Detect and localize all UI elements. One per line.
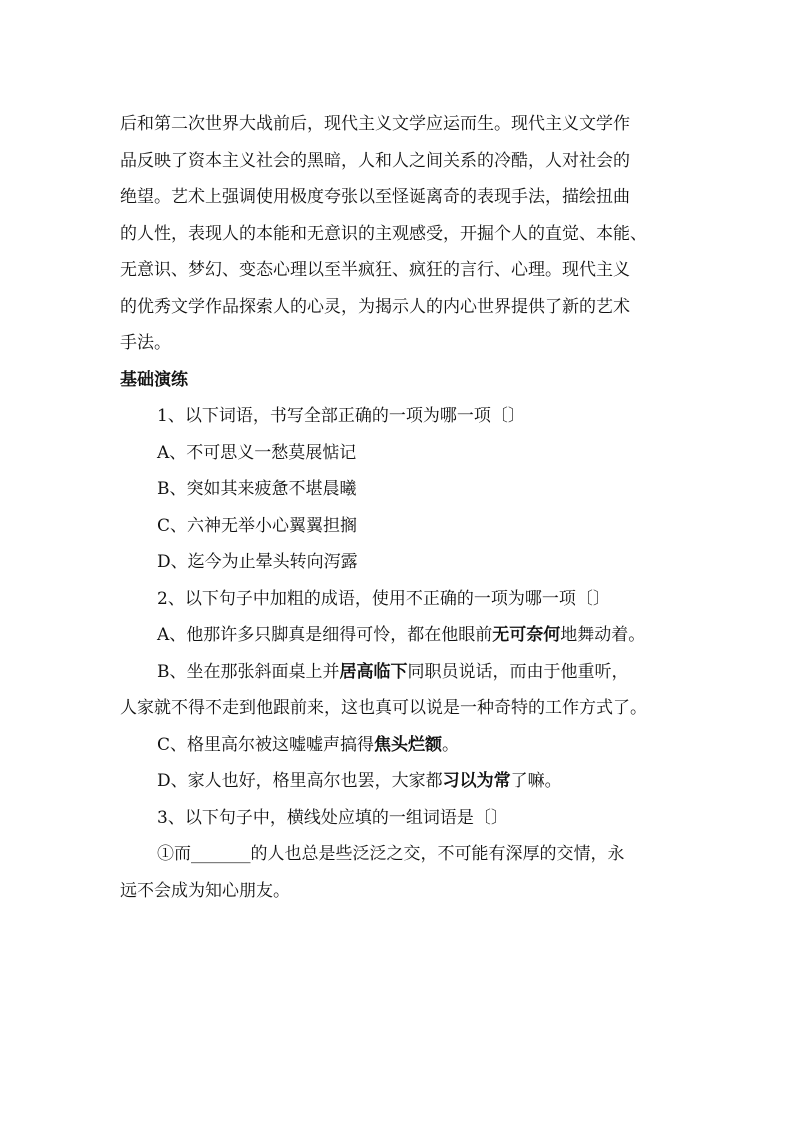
- intro-line-4: 的人性，表现人的本能和无意识的主观感受，开掘个人的直觉、本能、: [120, 224, 647, 244]
- q3-item1-line2: 远不会成为知心朋友。: [120, 881, 290, 901]
- q1-option-c: C、六神无举小心翼翼担搁: [157, 516, 358, 536]
- q3-item1-line1: ①而_______的人也总是些泛泛之交，不可能有深厚的交情，永: [157, 844, 625, 864]
- q2-option-d-tail: 了嘛。: [510, 771, 562, 791]
- q2-option-b-text: B、坐在那张斜面桌上并: [157, 662, 340, 682]
- q2-option-d-idiom: 习以为常: [442, 771, 511, 791]
- q2-option-c-tail: 。: [442, 735, 460, 755]
- q2-option-d: [157, 769, 562, 793]
- q1-option-a: A、不可思义一愁莫展惦记: [157, 443, 357, 463]
- q2-option-a-idiom: 无可奈何: [492, 625, 561, 645]
- intro-line-5: 无意识、梦幻、变态心理以至半疯狂、疯狂的言行、心理。现代主义: [120, 260, 630, 280]
- q1-option-d: D、迄今为止晕头转向泻露: [157, 552, 358, 572]
- q2-option-a-text: A、他那许多只脚真是细得可怜，都在他眼前: [157, 625, 493, 645]
- q3-question: 3、以下句子中，横线处应填的一组词语是〔〕: [157, 808, 508, 828]
- q2-option-c-text: C、格里高尔被这嘘嘘声搞得: [157, 735, 375, 755]
- intro-line-6: 的优秀文学作品探索人的心灵，为揭示人的内心世界提供了新的艺术: [120, 297, 630, 317]
- q2-option-b-tail: 同职员说话，而由于他重听，: [407, 662, 629, 682]
- q2-question: 2、以下句子中加粗的成语，使用不正确的一项为哪一项〔〕: [157, 589, 610, 609]
- q2-option-c: [157, 733, 459, 757]
- intro-line-2: 品反映了资本主义社会的黑暗，人和人之间关系的冷酷，人对社会的: [120, 151, 630, 171]
- q1-question: 1、以下词语，书写全部正确的一项为哪一项〔〕: [157, 406, 525, 426]
- q2-option-b-line2: 人家就不得不走到他跟前来，这也真可以说是一种奇特的工作方式了。: [120, 698, 647, 718]
- q2-option-d-text: D、家人也好，格里高尔也罢，大家都: [157, 771, 443, 791]
- q2-option-a: [157, 623, 645, 647]
- q2-option-c-idiom: 焦头烂额: [374, 735, 443, 755]
- intro-line-7: 手法。: [120, 333, 171, 353]
- q1-option-b: B、突如其来疲惫不堪晨曦: [157, 479, 357, 499]
- intro-line-1: 后和第二次世界大战前后，现代主义文学应运而生。现代主义文学作: [120, 114, 630, 134]
- q2-option-b-idiom: 居高临下: [339, 662, 408, 682]
- q2-option-b: [157, 660, 629, 684]
- intro-line-3: 绝望。艺术上强调使用极度夸张以至怪诞离奇的表现手法，描绘扭曲: [120, 187, 630, 207]
- q2-option-a-tail: 地舞动着。: [560, 625, 646, 645]
- section-title: 基础演练: [120, 370, 188, 390]
